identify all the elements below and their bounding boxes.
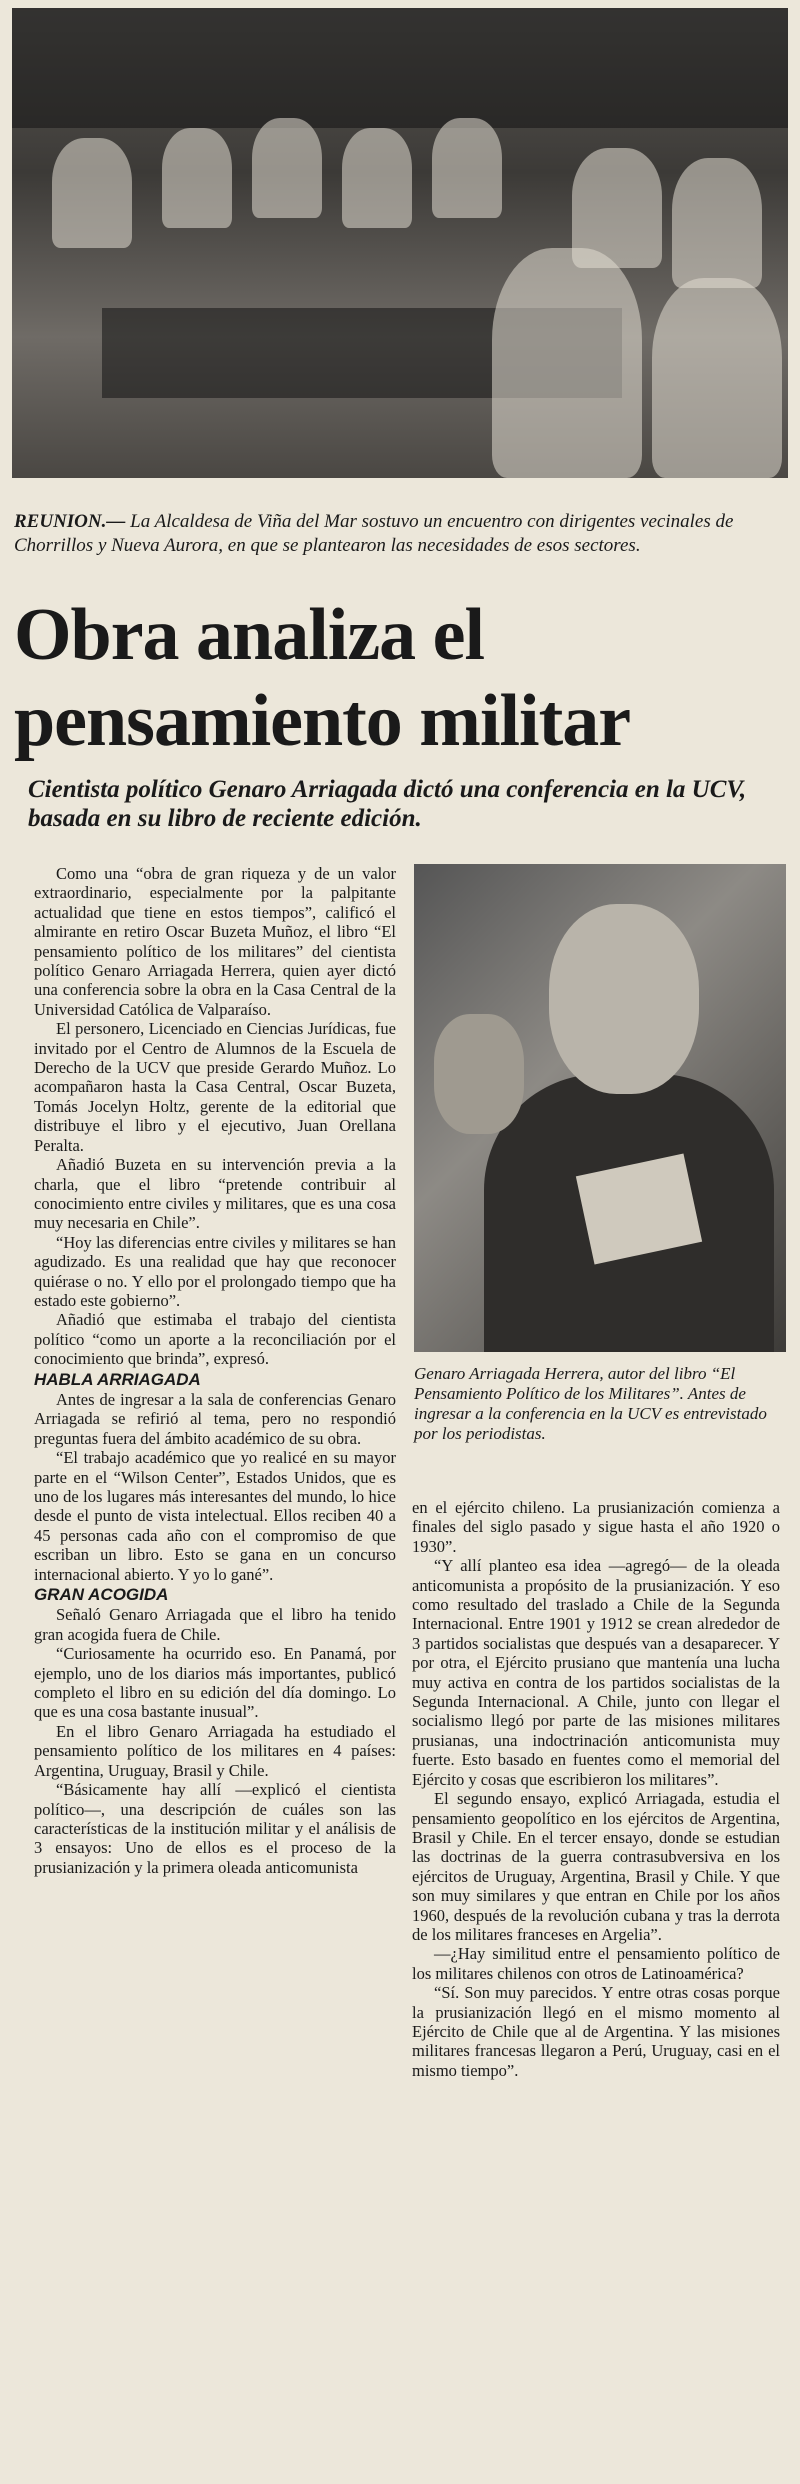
paragraph: Añadió Buzeta en su intervención previa a la charla, que el libro “pretende contribuir al conocimiento entre civiles y militares, que es una cosa muy necesaria en Chile”. xyxy=(34,1155,396,1233)
section-heading: HABLA ARRIAGADA xyxy=(34,1369,201,1389)
paragraph: “Hoy las diferencias entre civiles y militares se han agudizado. Es una realidad que hay que reconocer quiérase o no. Y ello por el prolongado tiempo que ha estado este gobierno”. xyxy=(34,1232,396,1310)
section-heading: GRAN ACOGIDA xyxy=(34,1585,169,1605)
portrait-photo xyxy=(414,864,786,1352)
paragraph: Antes de ingresar a la sala de conferencias Genaro Arriagada se refirió al tema, pero no respondió preguntas fuera del ámbito académico de su obra. xyxy=(34,1389,396,1448)
photo-caption-label: REUNION.— xyxy=(14,511,126,532)
subheadline: Cientista político Genaro Arriagada dictó una conferencia en la UCV, basada en su libro de reciente edición. xyxy=(28,776,747,832)
headline: Obra analiza el pensamiento militar xyxy=(14,594,631,762)
paragraph: “El trabajo académico que yo realicé en su mayor parte en el “Wilson Center”, Estados Unidos, que es uno de los lugares más interesantes del mundo, lo hice desde el punto de vista intelectual. Ellos reciben 40 a 45 personas cada año con el compromiso de que escriban un libro. Esto se gana en un concurso internacional abierto. Y yo lo gané”. xyxy=(34,1448,396,1584)
paragraph: “Curiosamente ha ocurrido eso. En Panamá, por ejemplo, uno de los diarios más importantes, publicó completo el libro en su edición del día domingo. Lo que es una cosa bastante inusual”. xyxy=(34,1644,396,1722)
paragraph: “Y allí planteo esa idea —agregó— de la oleada anticomunista a propósito de la prusianización. Y eso como resultado del traslado a Chile de la Segunda Internacional. Entre 1901 y 1912 se crean alrededor de 3 partidos socialistas que después van a desaparecer. Y por otra, el Ejército prusiano que mantenía una lucha muy activa en contra de los partidos socialistas de la Segunda Internacional. A Chile, junto con llegar el socialismo llegó por parte de las misiones militares prusianas, una indoctrinación anticomunista muy fuerte. Esto basado en fuentes como el memorial del Ejército y cosas que escribieron los militares”. xyxy=(412,1556,780,1789)
portrait-caption: Genaro Arriagada Herrera, autor del libro “El Pensamiento Político de los Militares”. Antes de ingresar a la conferencia en la UCV es entrevistado por los periodistas. xyxy=(414,1364,767,1443)
article-left-column xyxy=(34,864,396,1877)
photo-caption xyxy=(14,510,786,558)
photo-caption-text: La Alcaldesa de Viña del Mar sostuvo un encuentro con dirigentes vecinales de Chorrillos y Nueva Aurora, en que se plantearon las necesidades de esos sectores. xyxy=(14,511,734,556)
paragraph: En el libro Genaro Arriagada ha estudiado el pensamiento político de los militares en 4 países: Argentina, Uruguay, Brasil y Chile. xyxy=(34,1721,396,1780)
paragraph: en el ejército chileno. La prusianización comienza a finales del siglo pasado y sigue hasta el año 1920 o 1930”. xyxy=(412,1498,780,1556)
article-right-column xyxy=(412,1498,780,2080)
paragraph: Señaló Genaro Arriagada que el libro ha tenido gran acogida fuera de Chile. xyxy=(34,1605,396,1644)
meeting-photo xyxy=(12,8,788,478)
paragraph: Añadió que estimaba el trabajo del cientista político “como un aporte a la reconciliación por el conocimiento que brinda”, expresó. xyxy=(34,1310,396,1369)
paragraph: El personero, Licenciado en Ciencias Jurídicas, fue invitado por el Centro de Alumnos de la Escuela de Derecho de la UCV que preside Gerardo Muñoz. Lo acompañaron hasta la Casa Central, Oscar Buzeta, Tomás Jocelyn Holtz, gerente de la editorial que distribuye el libro y el ejecutivo, Juan Orellana Peralta. xyxy=(34,1019,396,1155)
paragraph: Como una “obra de gran riqueza y de un valor extraordinario, especialmente por la palpitante actualidad que tiene en estos tiempos”, calificó el almirante en retiro Oscar Buzeta Muñoz, el libro “El pensamiento político de los militares” del cientista político Genaro Arriagada Herrera, quien ayer dictó una conferencia sobre la obra en la Casa Central de la Universidad Católica de Valparaíso. xyxy=(34,864,396,1019)
paragraph: El segundo ensayo, explicó Arriagada, estudia el pensamiento geopolítico en los ejércitos de Argentina, Brasil y Chile. En el tercer ensayo, donde se estudian las doctrinas de la guerra contrasubversiva en los ejércitos de Uruguay, Argentina, Brasil y Chile. Y que son muy similares y que entran en Chile por los años 1960, después de la revolución cubana y tras la derrota de los militares franceses en Argelia”. xyxy=(412,1789,780,1944)
paragraph: “Básicamente hay allí —explicó el cientista político—, una descripción de cuáles son las características de la institución militar y el análisis de 3 ensayos: Uno de ellos es el proceso de la prusianización y la primera oleada anticomunista xyxy=(34,1780,396,1877)
paragraph: “Sí. Son muy parecidos. Y entre otras cosas porque la prusianización llegó en el mismo momento al Ejército de Chile que al de Argentina. Y las misiones militares francesas llegaron a Perú, Uruguay, casi en el mismo tiempo”. xyxy=(412,1983,780,2080)
paragraph: —¿Hay similitud entre el pensamiento político de los militares chilenos con otros de Latinoamérica? xyxy=(412,1944,780,1983)
